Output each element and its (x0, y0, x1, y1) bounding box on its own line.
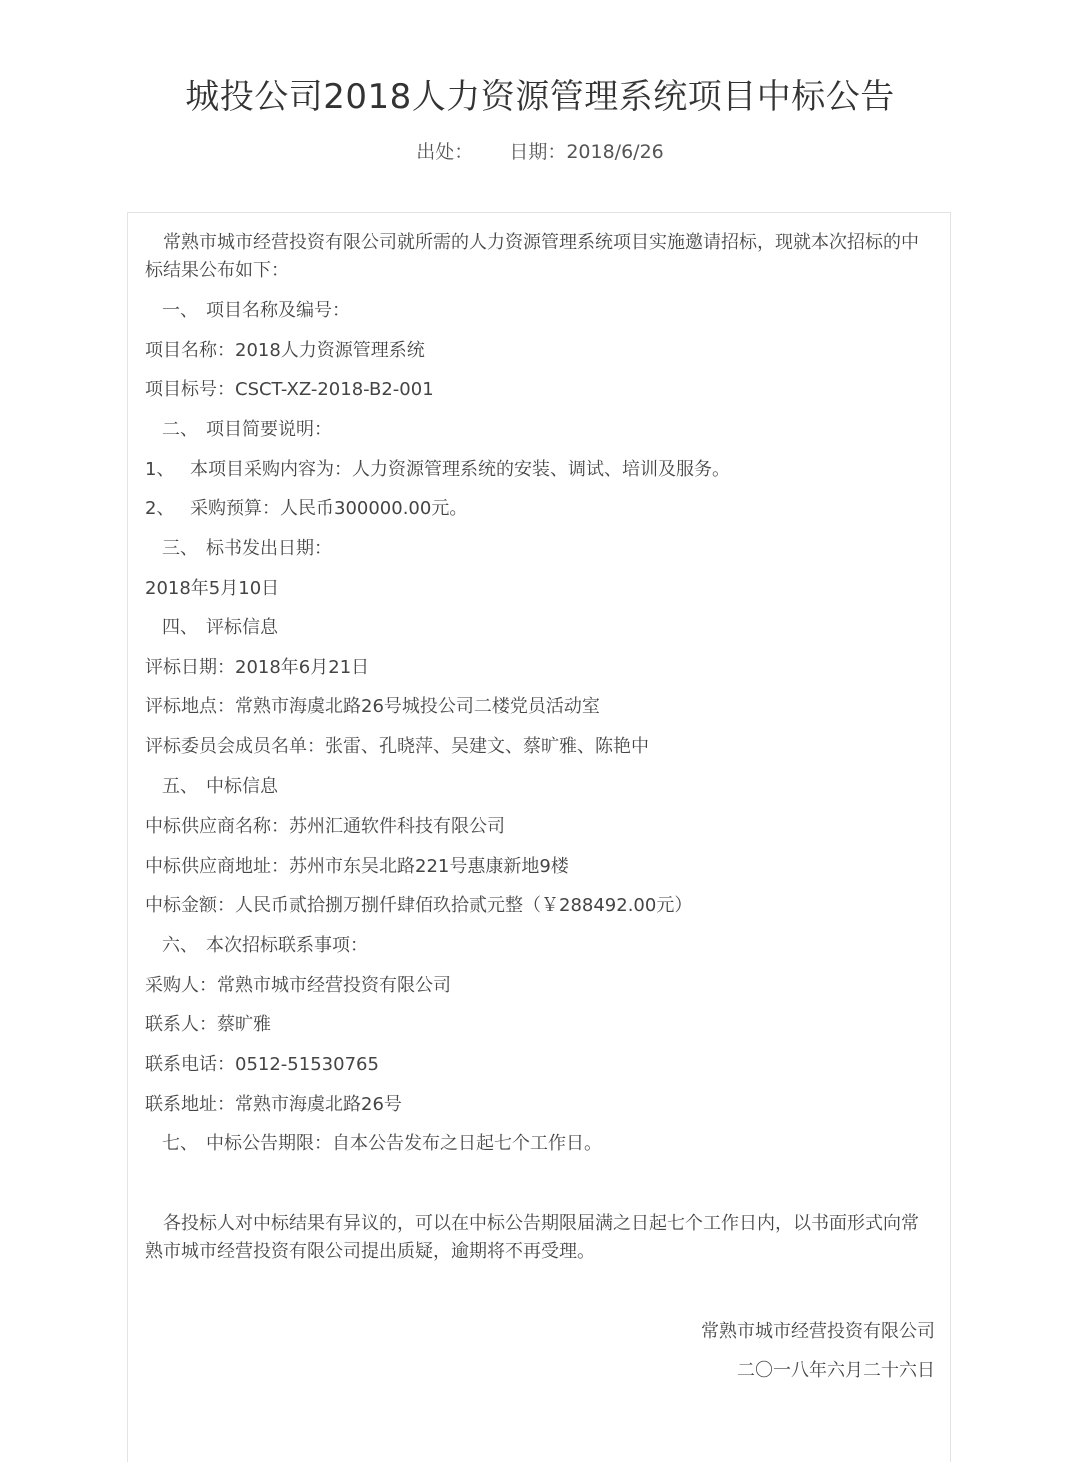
intro-paragraph: 常熟市城市经营投资有限公司就所需的人力资源管理系统项目实施邀请招标，现就本次招标的中标结果公布如下： (145, 232, 919, 281)
section-1-heading (162, 297, 350, 325)
article-meta (0, 139, 1080, 165)
section-number: 一、 (162, 300, 198, 321)
section-number: 三、 (162, 538, 198, 559)
eval-date: 评标日期：2018年6月21日 (145, 657, 370, 678)
section-6-heading (162, 932, 368, 960)
section-3-heading (162, 535, 332, 563)
signature-company: 常熟市城市经营投资有限公司 (701, 1321, 935, 1342)
signature-date: 二〇一八年六月二十六日 (737, 1360, 935, 1381)
section-title: 项目简要说明： (206, 419, 332, 440)
date-label: 日期： (509, 141, 567, 163)
item-text: 本项目采购内容为：人力资源管理系统的安装、调试、培训及服务。 (190, 459, 730, 480)
issue-date: 2018年5月10日 (145, 578, 280, 599)
section-number: 五、 (162, 776, 198, 797)
source-label: 出处： (416, 141, 474, 163)
date-value: 2018/6/26 (566, 141, 664, 163)
purchaser: 采购人：常熟市城市经营投资有限公司 (145, 975, 451, 996)
section-number: 六、 (162, 935, 198, 956)
item-number: 2、 (145, 498, 175, 519)
contact-person: 联系人：蔡旷雅 (145, 1014, 271, 1035)
section-4-heading (162, 614, 278, 642)
section-title: 中标信息 (206, 776, 278, 797)
winner-address: 中标供应商地址：苏州市东吴北路221号惠康新地9楼 (145, 856, 569, 877)
winner-name: 中标供应商名称：苏州汇通软件科技有限公司 (145, 816, 505, 837)
section-7-heading (162, 1130, 602, 1158)
item-number: 1、 (145, 459, 175, 480)
section-number: 七、 (162, 1133, 198, 1154)
section-title: 本次招标联系事项： (206, 935, 368, 956)
section-title: 中标公告期限：自本公告发布之日起七个工作日。 (206, 1133, 602, 1154)
list-item (145, 495, 467, 523)
objection-paragraph: 各投标人对中标结果有异议的，可以在中标公告期限届满之日起七个工作日内，以书面形式向常熟市城市经营投资有限公司提出质疑，逾期将不再受理。 (145, 1213, 919, 1262)
section-number: 二、 (162, 419, 198, 440)
page-title: 城投公司2018人力资源管理系统项目中标公告 (185, 77, 895, 117)
contact-address: 联系地址：常熟市海虞北路26号 (145, 1094, 402, 1115)
eval-committee: 评标委员会成员名单：张雷、孔晓萍、吴建文、蔡旷雅、陈艳中 (145, 736, 649, 757)
project-name: 项目名称：2018人力资源管理系统 (145, 340, 425, 361)
section-title: 标书发出日期： (206, 538, 332, 559)
list-item (145, 456, 730, 484)
project-code: 项目标号：CSCT-XZ-2018-B2-001 (145, 379, 434, 400)
contact-phone: 联系电话：0512-51530765 (145, 1054, 379, 1075)
section-2-heading (162, 416, 332, 444)
item-text: 采购预算：人民币300000.00元。 (190, 498, 468, 519)
section-title: 项目名称及编号： (206, 300, 350, 321)
winner-amount: 中标金额：人民币贰拾捌万捌仟肆佰玖拾贰元整（￥288492.00元） (145, 895, 693, 916)
eval-place: 评标地点：常熟市海虞北路26号城投公司二楼党员活动室 (145, 696, 600, 717)
section-number: 四、 (162, 617, 198, 638)
section-5-heading (162, 773, 278, 801)
section-title: 评标信息 (206, 617, 278, 638)
